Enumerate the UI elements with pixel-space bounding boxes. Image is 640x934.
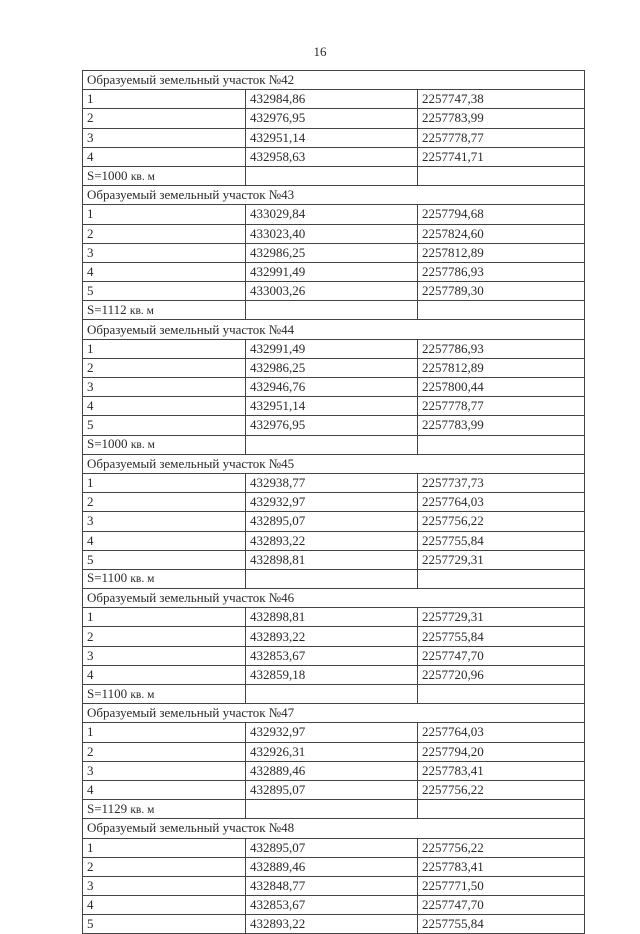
empty-cell (246, 800, 418, 819)
area-unit: кв. м (129, 304, 154, 317)
y-coordinate: 2257783,41 (418, 761, 585, 780)
x-coordinate: 432893,22 (246, 531, 418, 550)
empty-cell (246, 569, 418, 588)
y-coordinate: 2257756,22 (418, 838, 585, 857)
y-coordinate: 2257794,68 (418, 205, 585, 224)
table-row (83, 358, 585, 377)
y-coordinate: 2257778,77 (418, 128, 585, 147)
area-cell (83, 301, 246, 320)
table-row (83, 378, 585, 397)
area-row (83, 435, 585, 454)
y-coordinate: 2257783,41 (418, 857, 585, 876)
area-unit: кв. м (130, 439, 155, 452)
y-coordinate: 2257747,38 (418, 90, 585, 109)
section-header-row (83, 589, 585, 608)
section-header-row (83, 819, 585, 838)
table-row (83, 512, 585, 531)
area-row (83, 166, 585, 185)
x-coordinate: 432898,81 (246, 550, 418, 569)
table-row (83, 416, 585, 435)
table-row (83, 262, 585, 281)
table-row (83, 780, 585, 799)
table-row (83, 896, 585, 915)
table-row (83, 282, 585, 301)
y-coordinate: 2257747,70 (418, 646, 585, 665)
x-coordinate: 432991,49 (246, 262, 418, 281)
point-number: 2 (83, 493, 246, 512)
y-coordinate: 2257783,99 (418, 109, 585, 128)
area-cell (83, 166, 246, 185)
point-number: 4 (83, 531, 246, 550)
area-unit: кв. м (130, 573, 155, 586)
x-coordinate: 432951,14 (246, 128, 418, 147)
area-cell (83, 685, 246, 704)
area-cell (83, 800, 246, 819)
y-coordinate: 2257764,03 (418, 493, 585, 512)
y-coordinate: 2257783,99 (418, 416, 585, 435)
table-row (83, 761, 585, 780)
section-title: Образуемый земельный участок №45 (83, 454, 585, 473)
x-coordinate: 432889,46 (246, 857, 418, 876)
point-number: 5 (83, 282, 246, 301)
table-row (83, 224, 585, 243)
y-coordinate: 2257812,89 (418, 358, 585, 377)
section-header-row (83, 454, 585, 473)
point-number: 1 (83, 90, 246, 109)
y-coordinate: 2257747,70 (418, 896, 585, 915)
x-coordinate: 432853,67 (246, 646, 418, 665)
empty-cell (418, 435, 585, 454)
point-number: 4 (83, 397, 246, 416)
y-coordinate: 2257729,31 (418, 550, 585, 569)
point-number: 1 (83, 838, 246, 857)
table-row (83, 627, 585, 646)
table-row (83, 90, 585, 109)
y-coordinate: 2257794,20 (418, 742, 585, 761)
table-row (83, 876, 585, 895)
x-coordinate: 432893,22 (246, 627, 418, 646)
point-number: 1 (83, 205, 246, 224)
x-coordinate: 432984,86 (246, 90, 418, 109)
y-coordinate: 2257786,93 (418, 262, 585, 281)
area-row (83, 569, 585, 588)
area-value: S=1000 (87, 167, 128, 183)
x-coordinate: 432991,49 (246, 339, 418, 358)
table-row (83, 243, 585, 262)
coordinates-table (82, 70, 585, 934)
point-number: 1 (83, 608, 246, 627)
area-value: S=1100 (87, 685, 128, 701)
point-number: 2 (83, 224, 246, 243)
area-value: S=1129 (87, 800, 128, 816)
area-value: S=1112 (87, 301, 127, 317)
point-number: 4 (83, 262, 246, 281)
x-coordinate: 432895,07 (246, 780, 418, 799)
area-value: S=1000 (87, 436, 128, 452)
x-coordinate: 432895,07 (246, 512, 418, 531)
x-coordinate: 432951,14 (246, 397, 418, 416)
x-coordinate: 432853,67 (246, 896, 418, 915)
section-header-row (83, 704, 585, 723)
y-coordinate: 2257778,77 (418, 397, 585, 416)
table-row (83, 915, 585, 934)
area-cell (83, 435, 246, 454)
x-coordinate: 432895,07 (246, 838, 418, 857)
empty-cell (418, 569, 585, 588)
empty-cell (418, 301, 585, 320)
x-coordinate: 432859,18 (246, 665, 418, 684)
y-coordinate: 2257824,60 (418, 224, 585, 243)
table-row (83, 205, 585, 224)
point-number: 3 (83, 646, 246, 665)
section-title: Образуемый земельный участок №46 (83, 589, 585, 608)
x-coordinate: 433023,40 (246, 224, 418, 243)
empty-cell (418, 685, 585, 704)
table-row (83, 857, 585, 876)
table-row (83, 128, 585, 147)
empty-cell (246, 166, 418, 185)
point-number: 2 (83, 627, 246, 646)
table-row (83, 339, 585, 358)
x-coordinate: 432986,25 (246, 243, 418, 262)
x-coordinate: 432946,76 (246, 378, 418, 397)
x-coordinate: 432958,63 (246, 147, 418, 166)
y-coordinate: 2257786,93 (418, 339, 585, 358)
point-number: 3 (83, 243, 246, 262)
section-title: Образуемый земельный участок №42 (83, 71, 585, 90)
y-coordinate: 2257800,44 (418, 378, 585, 397)
y-coordinate: 2257741,71 (418, 147, 585, 166)
table-row (83, 838, 585, 857)
y-coordinate: 2257756,22 (418, 512, 585, 531)
x-coordinate: 433029,84 (246, 205, 418, 224)
point-number: 4 (83, 665, 246, 684)
area-row (83, 800, 585, 819)
y-coordinate: 2257737,73 (418, 473, 585, 492)
y-coordinate: 2257720,96 (418, 665, 585, 684)
x-coordinate: 432848,77 (246, 876, 418, 895)
table-row (83, 397, 585, 416)
point-number: 3 (83, 761, 246, 780)
point-number: 2 (83, 358, 246, 377)
y-coordinate: 2257755,84 (418, 531, 585, 550)
x-coordinate: 432938,77 (246, 473, 418, 492)
point-number: 3 (83, 378, 246, 397)
area-unit: кв. м (130, 803, 155, 816)
point-number: 3 (83, 876, 246, 895)
x-coordinate: 432976,95 (246, 416, 418, 435)
point-number: 1 (83, 473, 246, 492)
table-row (83, 550, 585, 569)
point-number: 2 (83, 857, 246, 876)
point-number: 4 (83, 780, 246, 799)
x-coordinate: 432976,95 (246, 109, 418, 128)
x-coordinate: 432889,46 (246, 761, 418, 780)
y-coordinate: 2257729,31 (418, 608, 585, 627)
y-coordinate: 2257812,89 (418, 243, 585, 262)
table-row (83, 109, 585, 128)
empty-cell (246, 301, 418, 320)
empty-cell (246, 435, 418, 454)
empty-cell (418, 800, 585, 819)
y-coordinate: 2257755,84 (418, 627, 585, 646)
x-coordinate: 433003,26 (246, 282, 418, 301)
area-row (83, 685, 585, 704)
table-row (83, 493, 585, 512)
table-row (83, 665, 585, 684)
point-number: 5 (83, 416, 246, 435)
area-cell (83, 569, 246, 588)
y-coordinate: 2257764,03 (418, 723, 585, 742)
area-row (83, 301, 585, 320)
point-number: 1 (83, 339, 246, 358)
section-header-row (83, 186, 585, 205)
section-title: Образуемый земельный участок №48 (83, 819, 585, 838)
section-header-row (83, 320, 585, 339)
point-number: 4 (83, 896, 246, 915)
point-number: 4 (83, 147, 246, 166)
empty-cell (246, 685, 418, 704)
area-unit: кв. м (130, 688, 155, 701)
section-title: Образуемый земельный участок №43 (83, 186, 585, 205)
table-row (83, 608, 585, 627)
coordinates-table-body (83, 71, 585, 934)
y-coordinate: 2257771,50 (418, 876, 585, 895)
section-header-row (83, 71, 585, 90)
x-coordinate: 432932,97 (246, 723, 418, 742)
point-number: 3 (83, 128, 246, 147)
point-number: 2 (83, 742, 246, 761)
x-coordinate: 432926,31 (246, 742, 418, 761)
table-row (83, 147, 585, 166)
y-coordinate: 2257789,30 (418, 282, 585, 301)
point-number: 2 (83, 109, 246, 128)
table-row (83, 646, 585, 665)
table-row (83, 473, 585, 492)
point-number: 5 (83, 915, 246, 934)
x-coordinate: 432986,25 (246, 358, 418, 377)
area-value: S=1100 (87, 570, 128, 586)
point-number: 1 (83, 723, 246, 742)
empty-cell (418, 166, 585, 185)
area-unit: кв. м (130, 170, 155, 183)
table-row (83, 531, 585, 550)
x-coordinate: 432898,81 (246, 608, 418, 627)
point-number: 3 (83, 512, 246, 531)
x-coordinate: 432932,97 (246, 493, 418, 512)
section-title: Образуемый земельный участок №44 (83, 320, 585, 339)
section-title: Образуемый земельный участок №47 (83, 704, 585, 723)
table-row (83, 742, 585, 761)
x-coordinate: 432893,22 (246, 915, 418, 934)
point-number: 5 (83, 550, 246, 569)
y-coordinate: 2257756,22 (418, 780, 585, 799)
table-row (83, 723, 585, 742)
page-number: 16 (313, 44, 327, 59)
y-coordinate: 2257755,84 (418, 915, 585, 934)
